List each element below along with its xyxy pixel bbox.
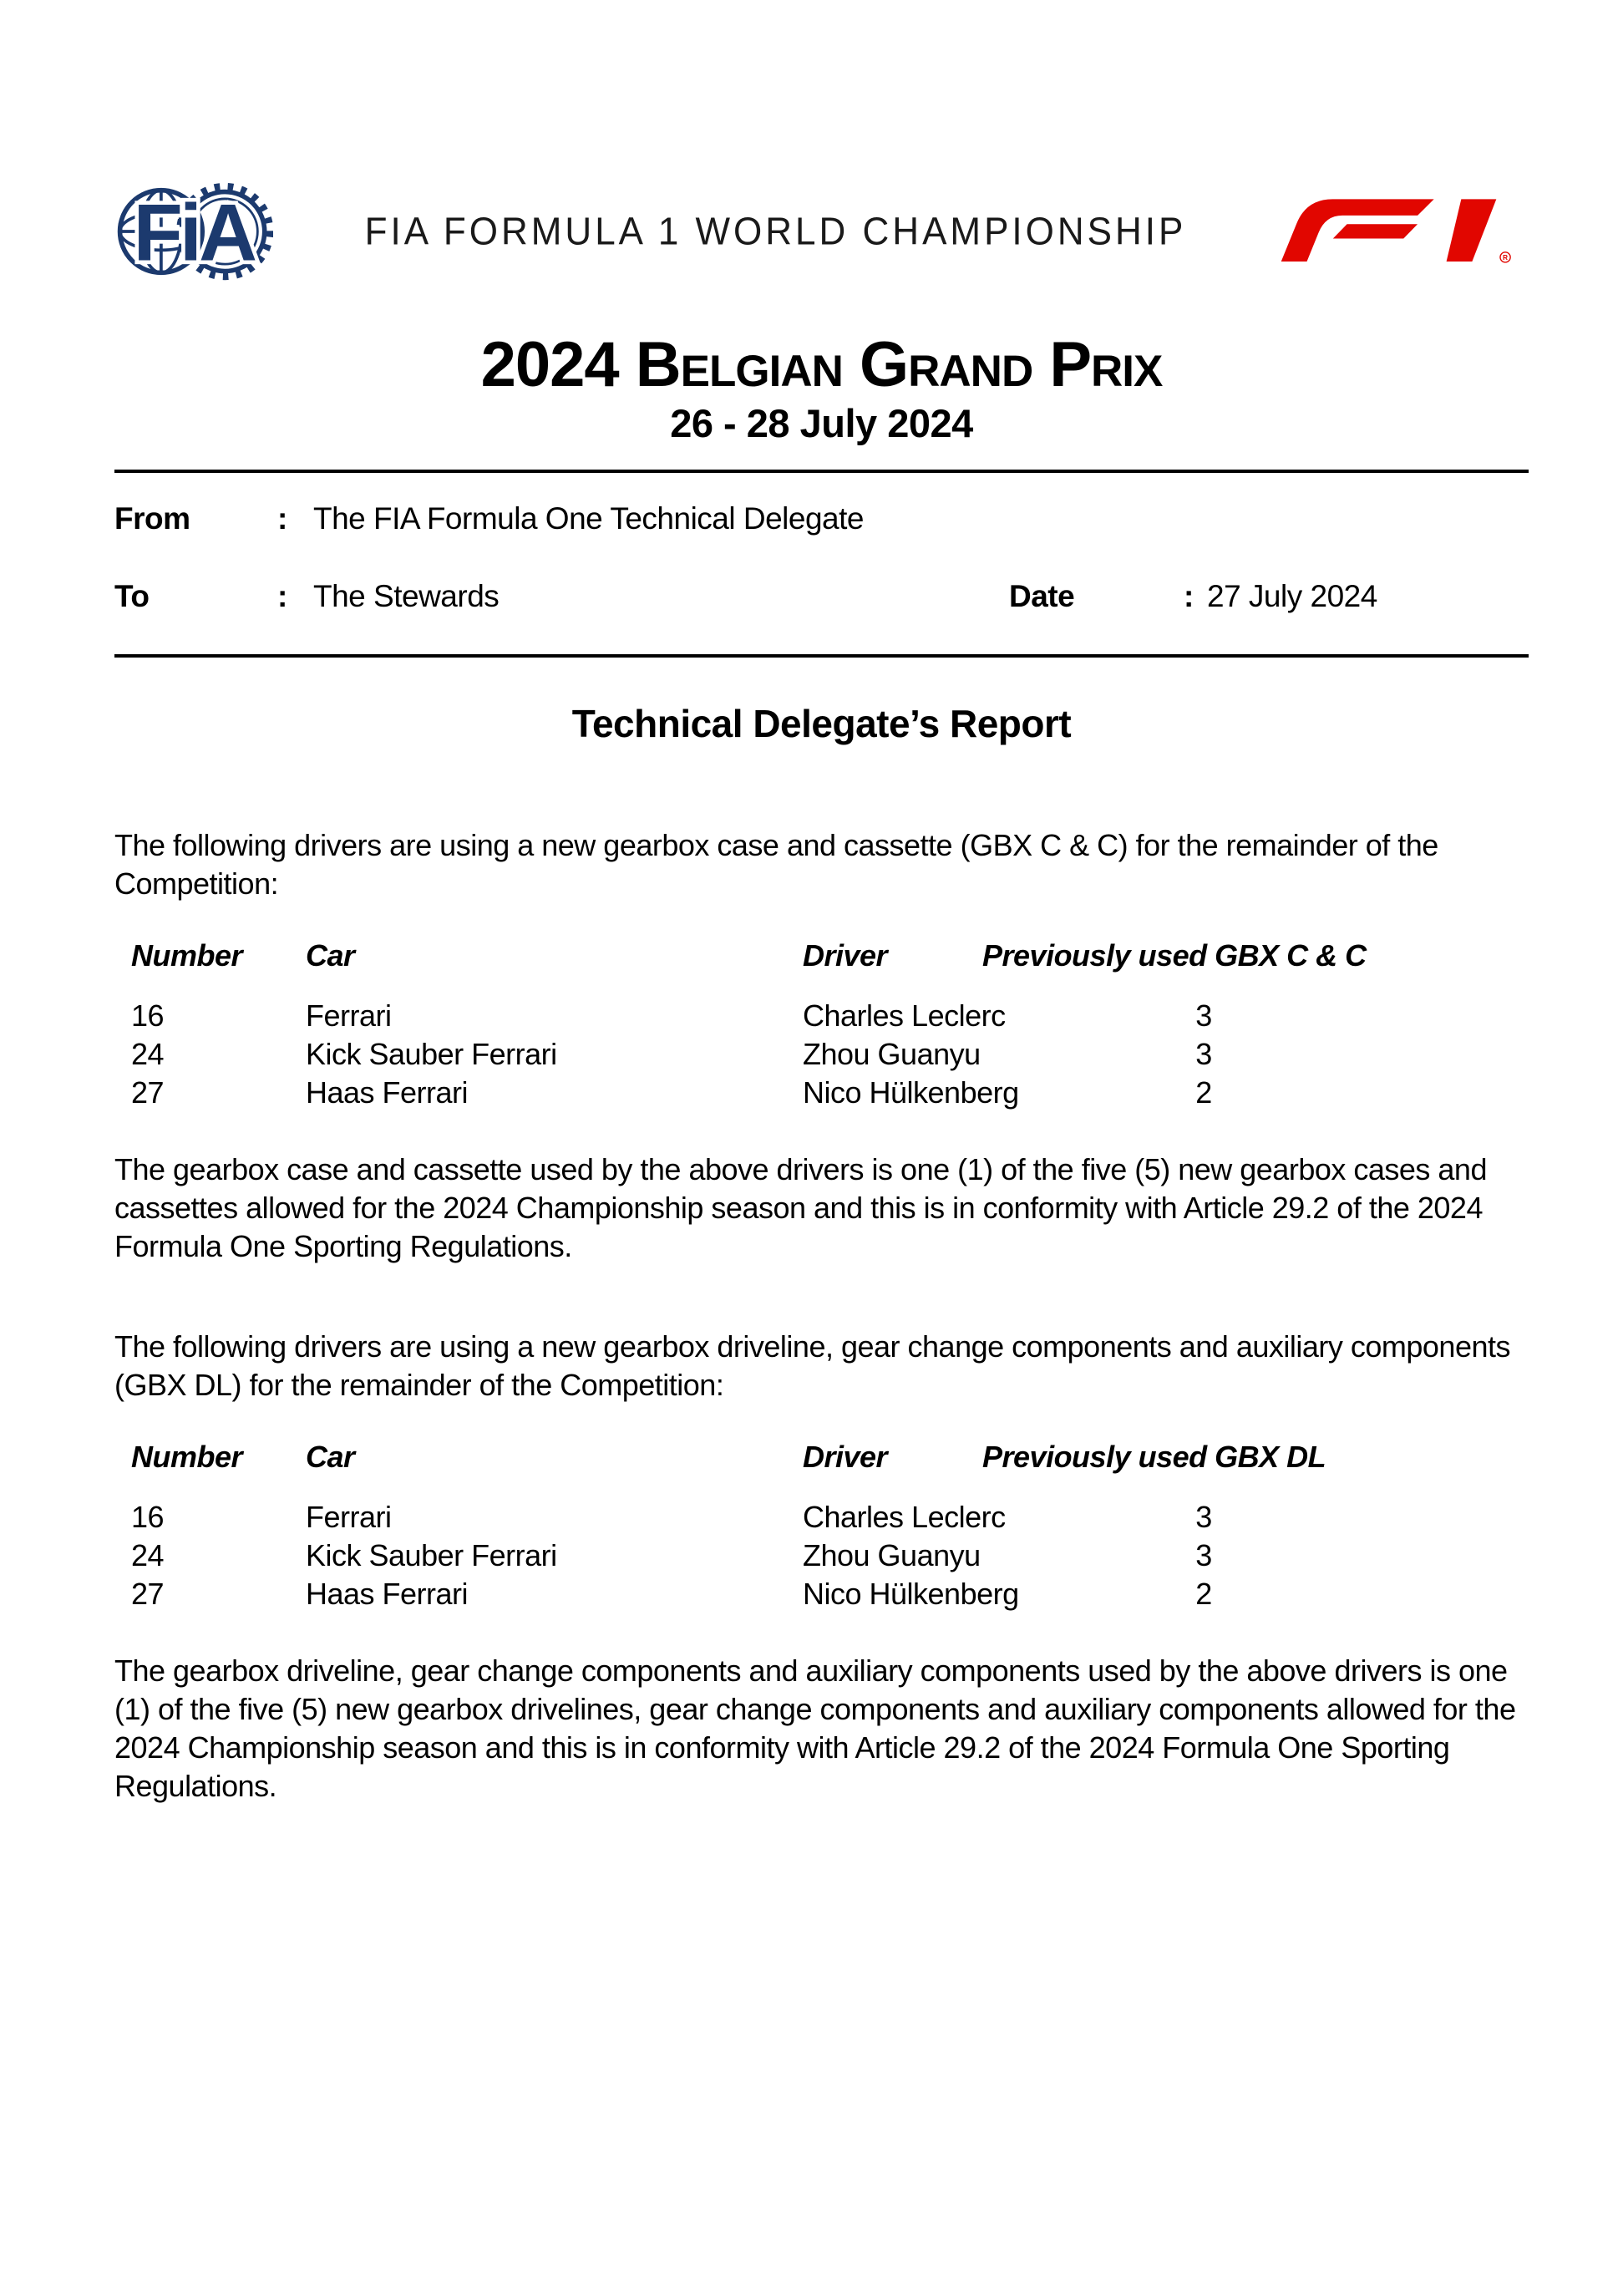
table-row bbox=[131, 1035, 1529, 1074]
table-row bbox=[131, 1074, 1529, 1112]
cell-driver: Charles Leclerc bbox=[803, 1499, 1006, 1534]
column-header-number: Number bbox=[131, 937, 243, 973]
cell-car: Kick Sauber Ferrari bbox=[306, 1036, 557, 1071]
document-header bbox=[114, 175, 1529, 288]
to-colon: : bbox=[277, 578, 287, 613]
table-header-row bbox=[131, 937, 1529, 975]
gbx-case-cassette-table bbox=[131, 937, 1529, 1112]
section-gbx-driveline bbox=[114, 1328, 1529, 1806]
event-title: 2024 Belgian Grand Prix bbox=[480, 329, 1163, 400]
date-group bbox=[1009, 577, 1377, 616]
to-label: To bbox=[114, 578, 150, 613]
cell-driver: Zhou Guanyu bbox=[803, 1036, 981, 1071]
from-value: The FIA Formula One Technical Delegate bbox=[313, 500, 864, 536]
cell-car: Ferrari bbox=[306, 1499, 392, 1534]
column-header-previously-used: Previously used GBX C & C bbox=[982, 937, 1367, 973]
cell-previously-used: 2 bbox=[1195, 1576, 1212, 1611]
from-colon: : bbox=[277, 500, 287, 536]
divider-top bbox=[114, 470, 1529, 473]
column-header-car: Car bbox=[306, 1439, 355, 1474]
table-row bbox=[131, 1498, 1529, 1537]
meta-row-from bbox=[114, 500, 1529, 538]
cell-number: 24 bbox=[131, 1537, 165, 1572]
meta-block bbox=[114, 500, 1529, 616]
gbx-driveline-table bbox=[131, 1438, 1529, 1613]
cell-number: 16 bbox=[131, 1499, 165, 1534]
table-header-row bbox=[131, 1438, 1529, 1476]
cell-car: Ferrari bbox=[306, 998, 392, 1033]
column-header-number: Number bbox=[131, 1439, 243, 1474]
column-header-driver: Driver bbox=[803, 937, 888, 973]
cell-number: 24 bbox=[131, 1036, 165, 1071]
cell-car: Haas Ferrari bbox=[306, 1576, 469, 1611]
section-gbx-case-cassette bbox=[114, 826, 1529, 1266]
cell-previously-used: 3 bbox=[1195, 1499, 1212, 1534]
cell-car: Haas Ferrari bbox=[306, 1074, 469, 1110]
section-outro-paragraph: The gearbox case and cassette used by the above drivers is one (1) of the five (5) new gearbox cases and cassettes allowed for the 2024 Championship season and this is in conformity with Article 29.2 of the 2024 Formula One Sporting Regulations. bbox=[114, 1151, 1487, 1263]
cell-number: 27 bbox=[131, 1576, 165, 1611]
cell-driver: Nico Hülkenberg bbox=[803, 1576, 1019, 1611]
date-label: Date bbox=[1009, 578, 1075, 613]
cell-number: 16 bbox=[131, 998, 165, 1033]
table-row bbox=[131, 1537, 1529, 1575]
f1-logo-icon bbox=[1278, 198, 1512, 267]
column-header-driver: Driver bbox=[803, 1439, 888, 1474]
table-row bbox=[131, 997, 1529, 1035]
cell-previously-used: 3 bbox=[1195, 1537, 1212, 1572]
championship-title: FIA FORMULA 1 WORLD CHAMPIONSHIP bbox=[364, 210, 1187, 253]
date-colon: : bbox=[1184, 578, 1194, 613]
fia-logo-icon bbox=[114, 175, 273, 288]
table-row bbox=[131, 1575, 1529, 1613]
cell-driver: Nico Hülkenberg bbox=[803, 1074, 1019, 1110]
f1-registered-mark: R bbox=[1503, 252, 1509, 262]
cell-number: 27 bbox=[131, 1074, 165, 1110]
cell-previously-used: 3 bbox=[1195, 998, 1212, 1033]
date-value: 27 July 2024 bbox=[1207, 578, 1377, 613]
cell-driver: Zhou Guanyu bbox=[803, 1537, 981, 1572]
divider-meta bbox=[114, 654, 1529, 658]
section-intro-paragraph: The following drivers are using a new gearbox case and cassette (GBX C & C) for the remainder of the Competition: bbox=[114, 827, 1438, 901]
cell-previously-used: 2 bbox=[1195, 1074, 1212, 1110]
meta-row-to bbox=[114, 577, 1529, 616]
fia-logo-text: FiA bbox=[133, 186, 255, 278]
event-dates: 26 - 28 July 2024 bbox=[670, 400, 973, 445]
to-value: The Stewards bbox=[313, 578, 500, 613]
report-heading: Technical Delegate’s Report bbox=[571, 701, 1072, 745]
cell-car: Kick Sauber Ferrari bbox=[306, 1537, 557, 1572]
column-header-car: Car bbox=[306, 937, 355, 973]
section-intro-paragraph: The following drivers are using a new gearbox driveline, gear change components and auxiliary components (GBX DL) for the remainder of the Competition: bbox=[114, 1328, 1510, 1402]
column-header-previously-used: Previously used GBX DL bbox=[982, 1439, 1326, 1474]
section-outro-paragraph: The gearbox driveline, gear change components and auxiliary components used by the above drivers is one (1) of the five (5) new gearbox drivelines, gear change components and auxiliary components allowed for the 2024 Championship season and this is in conformity with Article 29.2 of the 2024 Formula One Sporting Regulations. bbox=[114, 1653, 1516, 1803]
cell-driver: Charles Leclerc bbox=[803, 998, 1006, 1033]
cell-previously-used: 3 bbox=[1195, 1036, 1212, 1071]
from-label: From bbox=[114, 500, 190, 536]
